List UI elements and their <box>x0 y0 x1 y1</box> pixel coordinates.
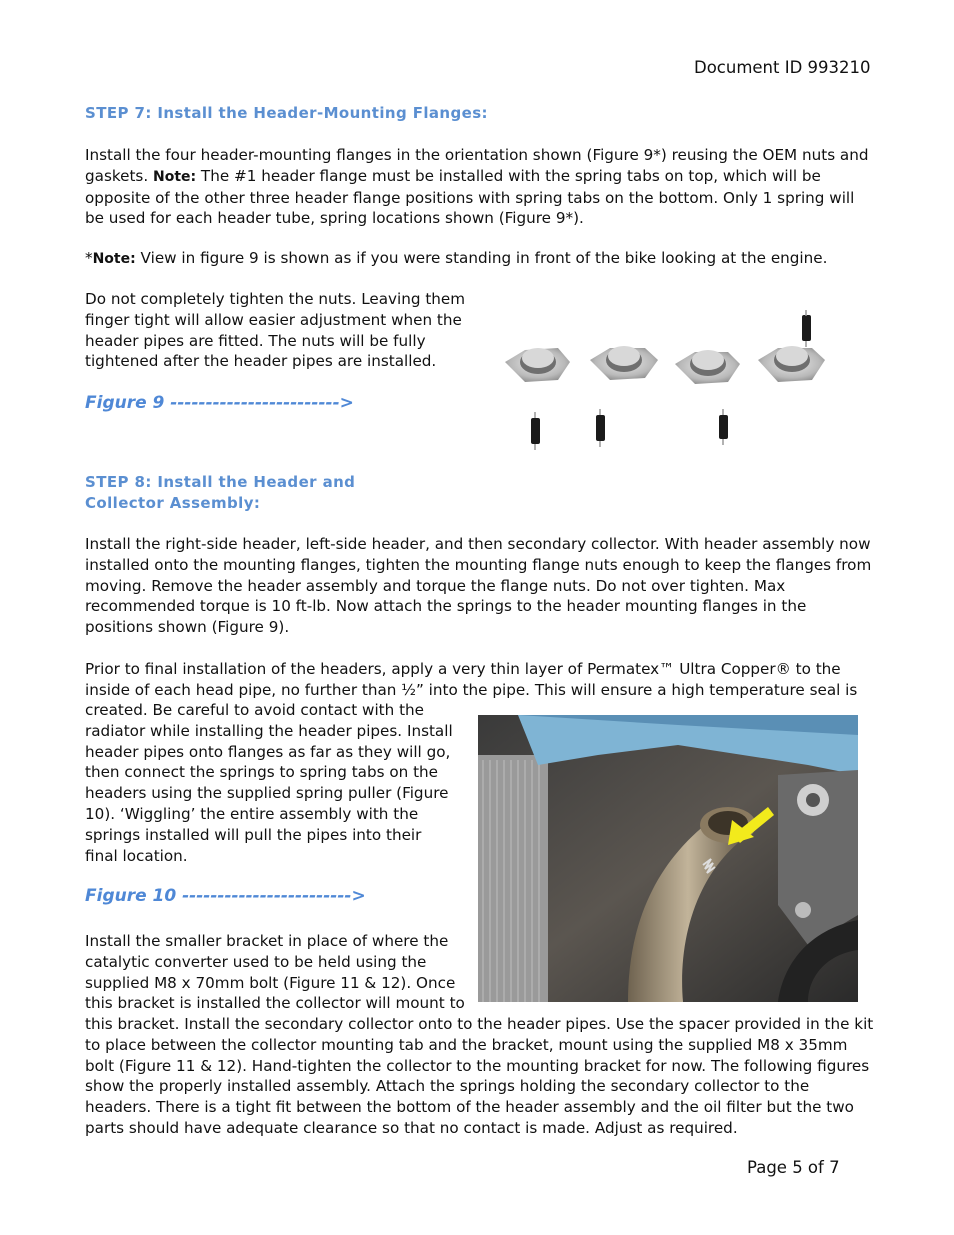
step8-heading-line-2: Collector Assembly: <box>85 494 261 512</box>
step8-paragraph-1: Install the right-side header, left-side header, and then secondary collector. With header assembly now installed onto the mounting flanges, tighten the mounting flange nuts enough to keep the flanges from moving. Remove the header assembly and torque the flange nuts. Do not over tighten. Max recommended torque is 10 ft-lb. Now attach the springs to the header mounting flanges in the positions shown (Figure 9). <box>85 535 872 637</box>
step8-heading-line-1: STEP 8: Install the Header and <box>85 473 356 491</box>
step7-paragraph-3: Do not completely tighten the nuts. Leaving them finger tight will allow easier adjustment when the header pipes are fitted. The nuts will be fully tightened after the header pipes are installed. <box>85 290 466 371</box>
step8-paragraph-3-continued: this bracket. Install the secondary collector onto to the header pipes. Use the spacer provided in the kit to place between the collector mounting tab and the bracket, mount using the supplied M8 x 35mm bolt (Figure 11 & 12). Hand-tighten the collector to the mounting bracket for now. The following figures show the properly installed assembly. Attach the springs holding the secondary collector to the headers. There is a tight fit between the bottom of the header assembly and the oil filter but the two parts should have adequate clearance so that no contact is made. Adjust as required. <box>85 1015 874 1137</box>
step8-paragraph-3: Install the smaller bracket in place of where the catalytic converter used to be held using the supplied M8 x 70mm bolt (Figure 11 & 12). Once this bracket is installed the collector will mount to <box>85 932 465 1013</box>
figure-9-label: Figure 9 ------------------------> <box>85 393 354 413</box>
figure-9-flanges-image <box>500 300 845 460</box>
note-label: Note: <box>152 168 197 185</box>
page-number: Page 5 of 7 <box>747 1158 840 1177</box>
step7-paragraph-2: *Note: View in figure 9 is shown as if you were standing in front of the bike looking at the engine. <box>85 249 828 267</box>
step8-paragraph-2: Prior to final installation of the headers, apply a very thin layer of Permatex™ Ultra Copper® to the inside of each head pipe, no further than ½” into the pipe. This will ensure a high temperature seal is <box>85 660 858 699</box>
note-label: Note: <box>92 251 136 267</box>
figure-10-engine-image <box>478 715 858 1002</box>
document-id: Document ID 993210 <box>694 58 871 77</box>
figure-10-label: Figure 10 ------------------------> <box>85 886 366 906</box>
step8-paragraph-2-continued: created. Be careful to avoid contact with the radiator while installing the header pipes. Install header pipes onto flanges as far as they will go, then connect the springs to spring tabs on the headers using the supplied spring puller (Figure 10). ‘Wiggling’ the entire assembly with the springs installed will pull the pipes into their final location. <box>85 701 453 865</box>
step7-paragraph-1: Install the four header-mounting flanges in the orientation shown (Figure 9*) reusing the OEM nuts and gaskets. Note: The #1 header flange must be installed with the spring tabs on top, which will be opposite of the other three header flange positions with spring tabs on the bottom. Only 1 spring will be used for each header tube, spring locations shown (Figure 9*). <box>85 146 869 228</box>
step7-heading: STEP 7: Install the Header-Mounting Flanges: <box>85 104 488 122</box>
